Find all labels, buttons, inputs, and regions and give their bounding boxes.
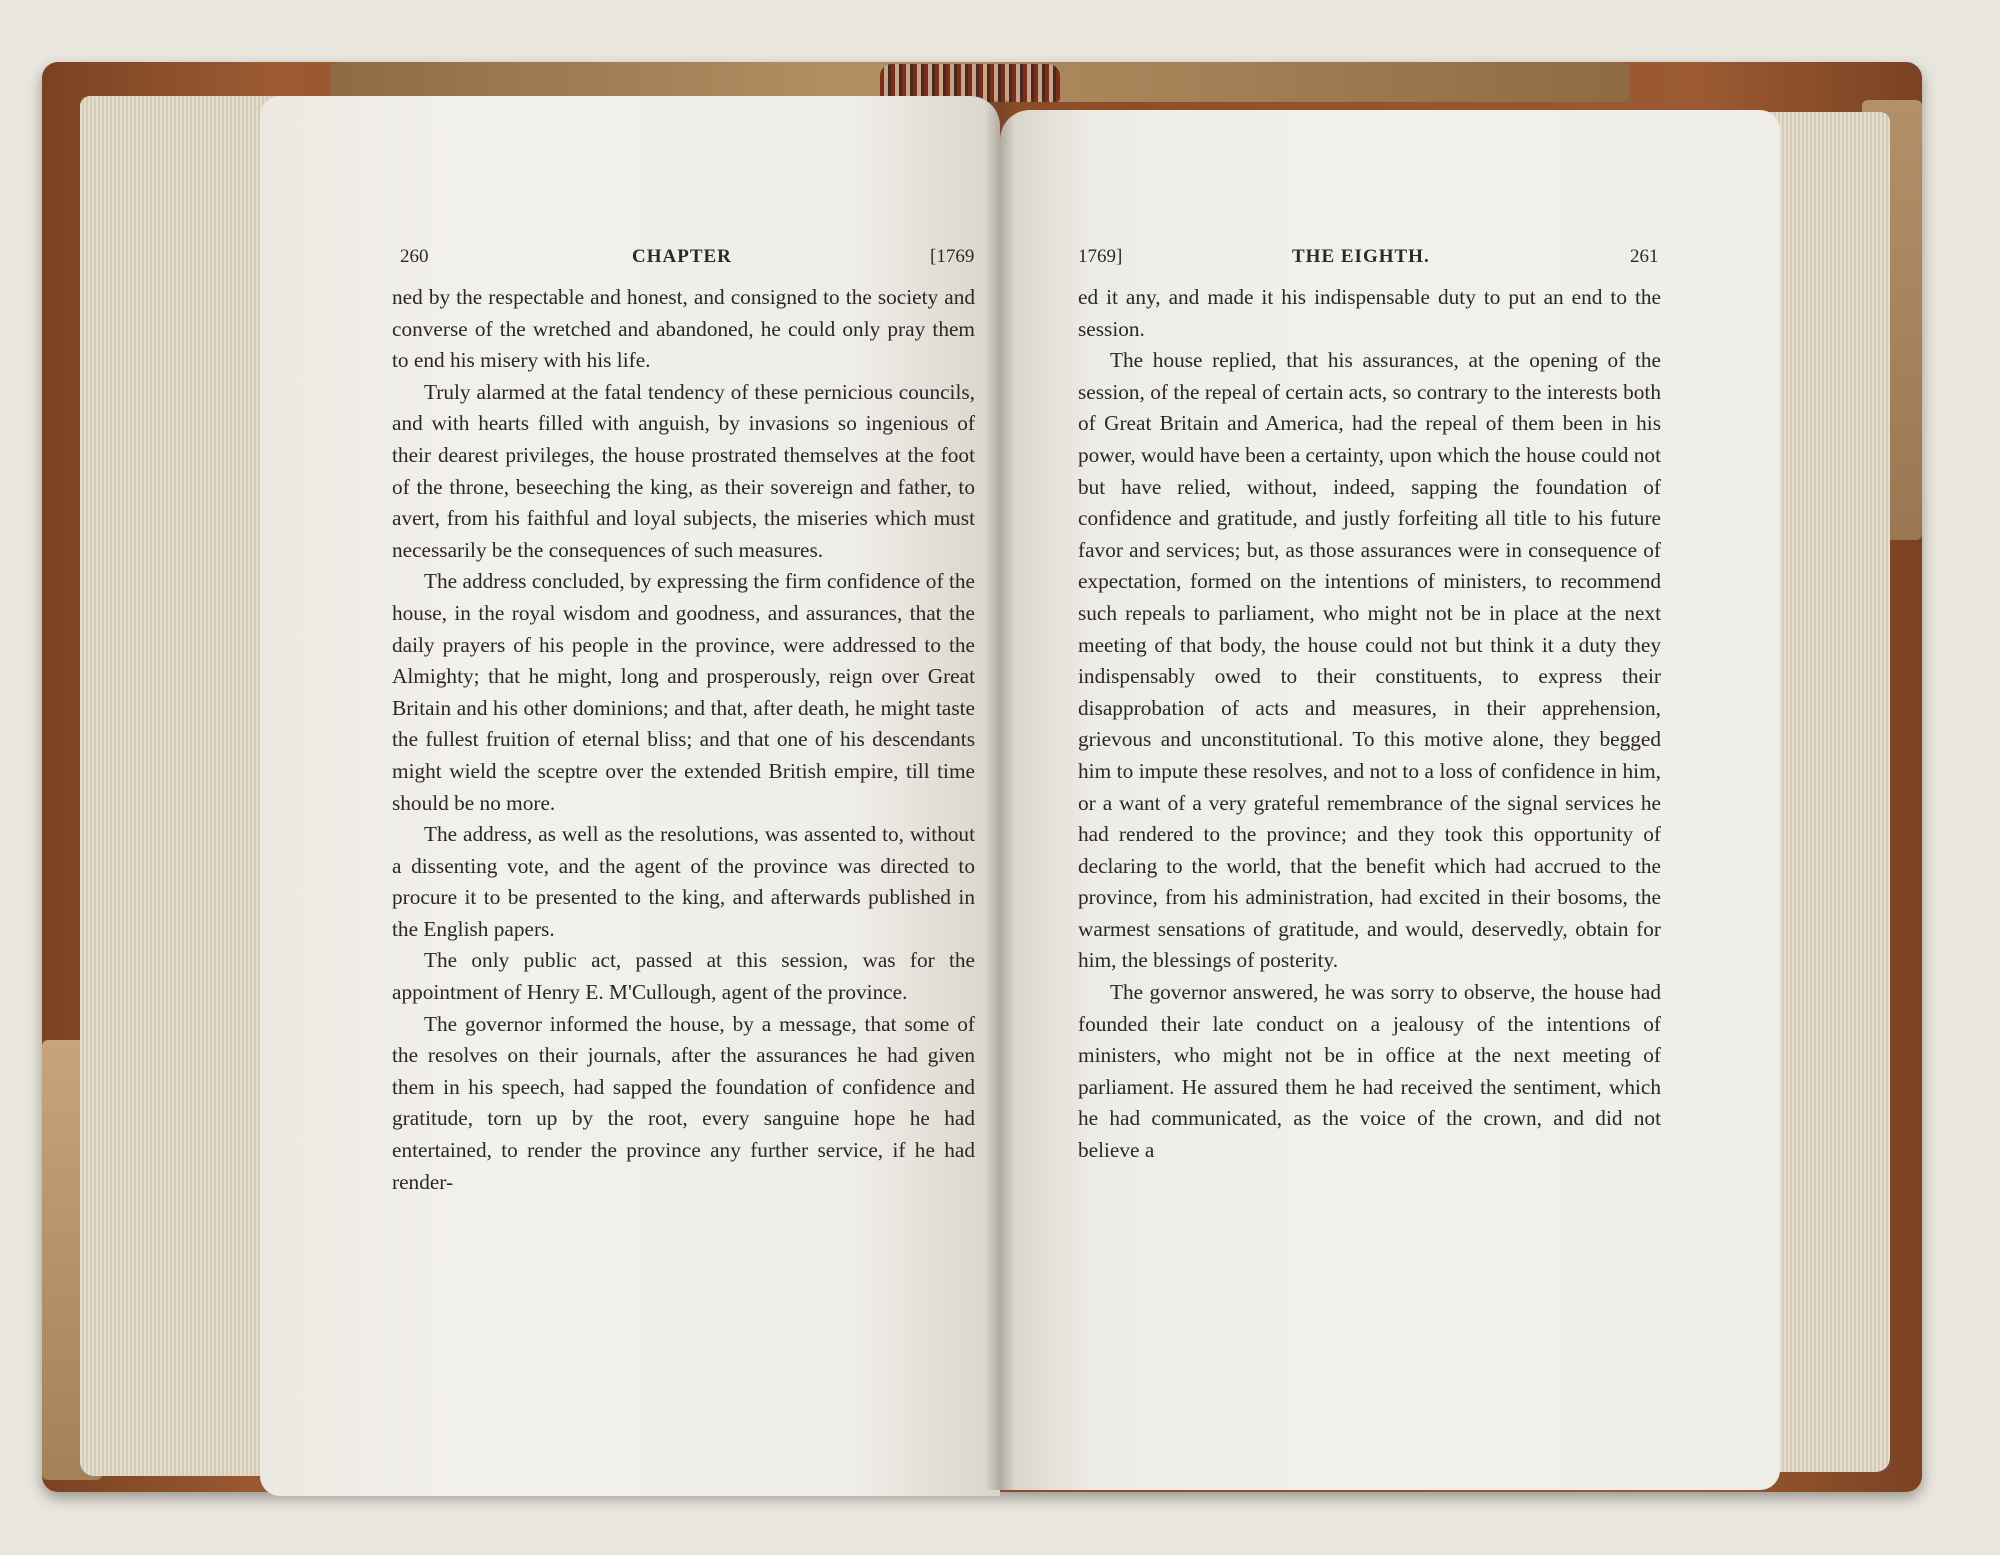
page-edges-left [80, 96, 280, 1476]
left-page-number: 260 [400, 246, 429, 267]
right-running-title: THE EIGHTH. [1292, 246, 1430, 267]
left-paragraph: Truly alarmed at the fatal tendency of these pernicious councils, and with hearts filled with anguish, by invasions so ingenious of their dearest privileges, the house prostrated themselves at the foot of the throne, beseeching the king, as their sovereign and father, to avert, from his faithful and loyal subjects, the miseries which must necessarily be the consequences of such measures. [392, 379, 975, 562]
right-page [1000, 110, 1780, 1490]
left-paragraph: The governor informed the house, by a message, that some of the resolves on their journals, after the assurances he had given them in his speech, had sapped the foundation of confidence and gratitude, torn up by the root, every sanguine hope he had entertained, to render the province any further service, if he had render- [392, 1011, 975, 1194]
right-running-head [1000, 246, 1780, 274]
book-gutter [985, 100, 1015, 1490]
left-running-head [260, 246, 1000, 274]
left-paragraph: The address concluded, by expressing the firm confidence of the house, in the royal wisdom and goodness, and assurances, that the daily prayers of his people in the province, were addressed to the Almighty; that he might, long and prosperously, reign over Great Britain and his other dominions; and that, after death, he might taste the fullest fruition of eternal bliss; and that one of his descendants might wield the sceptre over the extended British empire, till time should be no more. [392, 569, 975, 815]
left-running-title: CHAPTER [632, 246, 732, 267]
left-paragraph: The address, as well as the resolutions, was assented to, without a dissenting vote, and the agent of the province was directed to procure it to be presented to the king, and afterwards published in the English papers. [392, 822, 975, 941]
left-text-block [392, 282, 975, 1198]
left-running-year: [1769 [930, 246, 975, 267]
left-paragraph: ned by the respectable and honest, and consigned to the society and converse of the wretched and abandoned, he could only pray them to end his misery with his life. [392, 285, 975, 373]
right-text-block [1078, 282, 1661, 1167]
left-paragraph: The only public act, passed at this session, was for the appointment of Henry E. M'Cullough, agent of the province. [392, 948, 975, 1005]
right-page-number: 261 [1630, 246, 1659, 267]
left-page [260, 96, 1000, 1496]
right-paragraph: ed it any, and made it his indispensable duty to put an end to the session. [1078, 285, 1661, 341]
right-paragraph: The governor answered, he was sorry to observe, the house had founded their late conduct on a jealousy of the intentions of ministers, who might not be in office at the next meeting of parliament. He assured them he had received the sentiment, which he had communicated, as the voice of the crown, and did not believe a [1078, 980, 1661, 1163]
right-running-year: 1769] [1078, 246, 1123, 267]
right-paragraph: The house replied, that his assurances, at the opening of the session, of the repeal of certain acts, so contrary to the interests both of Great Britain and America, had the repeal of them been in his power, would have been a certainty, upon which the house could not but have relied, without, indeed, sapping the foundation of confidence and gratitude, and justly forfeiting all title to his future favor and services; but, as those assurances were in consequence of expectation, formed on the intentions of ministers, to recommend such repeals to parliament, who might not be in place at the next meeting of that body, the house could not but think it a duty they indispensably owed to their constituents, to express their disapprobation of acts and measures, in their apprehension, grievous and unconstitutional. To this motive alone, they begged him to impute these resolves, and not to a loss of confidence in him, or a want of a very grateful remembrance of the signal services he had rendered to the province; and they took this opportunity of declaring to the world, that the benefit which had accrued to the province, from his administration, had excited in their bosoms, the warmest sensations of gratitude, and would, deservedly, obtain for him, the blessings of posterity. [1078, 348, 1661, 973]
